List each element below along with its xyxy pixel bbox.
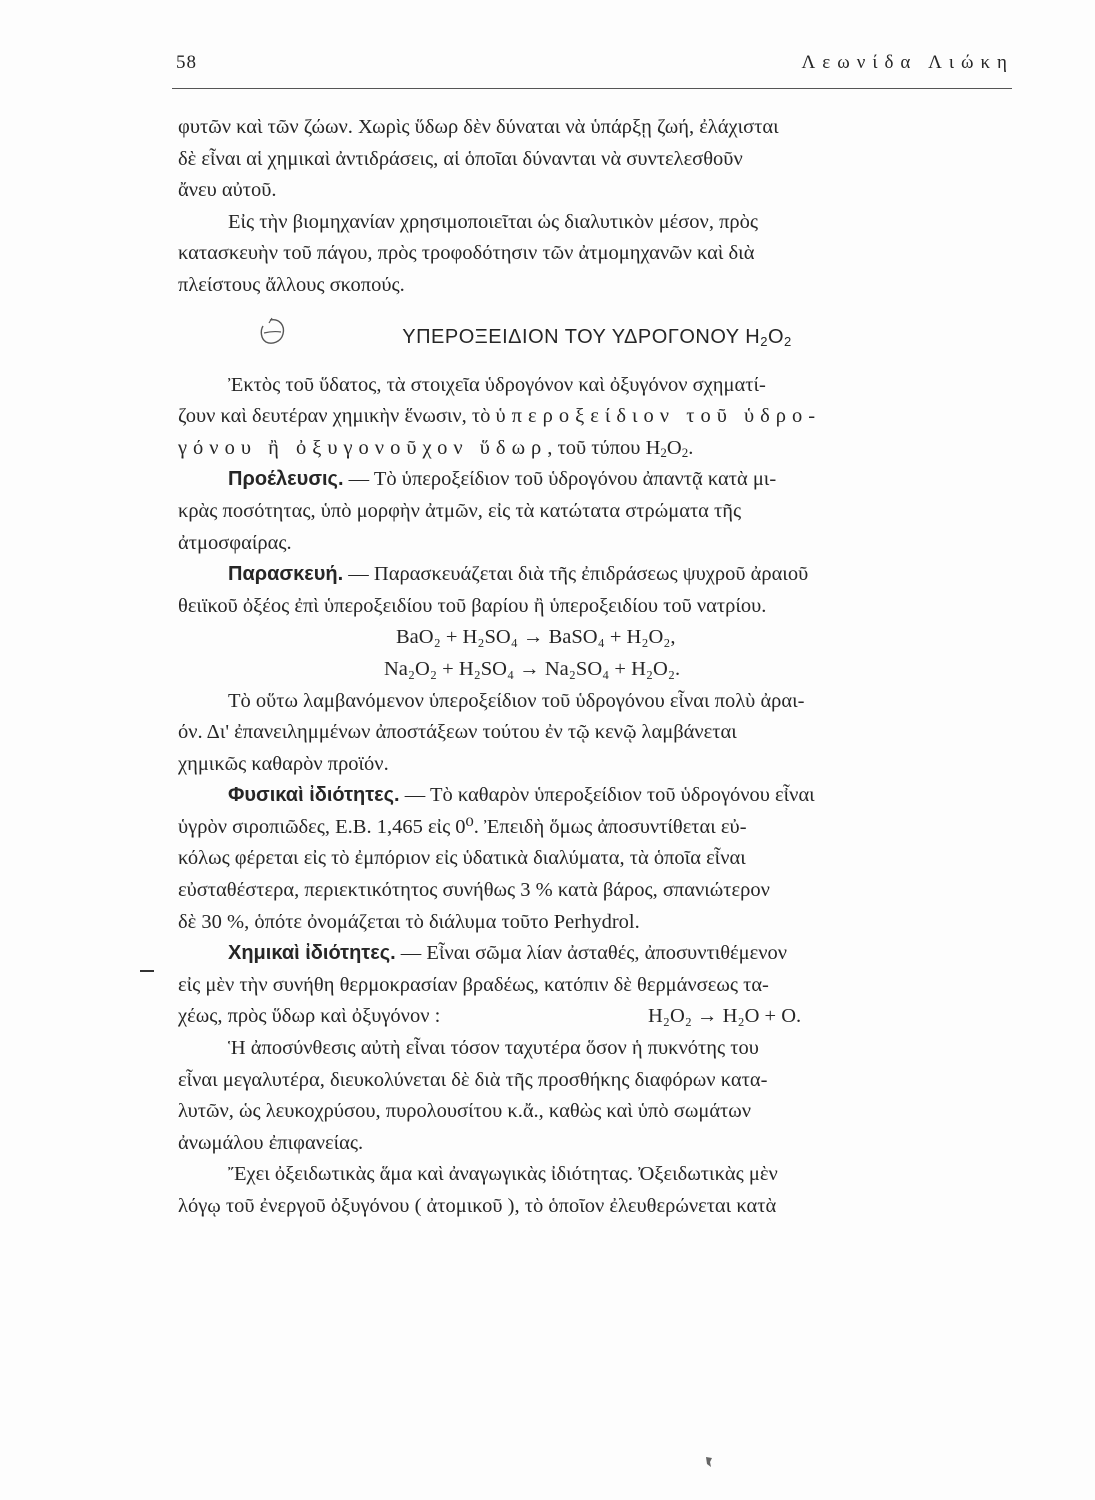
handwritten-circle-mark bbox=[258, 316, 288, 348]
body-text bbox=[178, 112, 1016, 1223]
chemical-line-4: Ἡ ἀποσύνθεσις αὐτὴ εἶναι τόσον ταχυτέρα ὅσον ἡ πυκνότης του bbox=[228, 1037, 759, 1060]
term-hydrogen-peroxide: ὑπεροξείδιον τοῦ ὑδρο- bbox=[495, 405, 822, 428]
preparation-line-5: χημικῶς καθαρὸν προϊόν. bbox=[178, 752, 389, 775]
equation-decomposition: H₂O₂ → H₂O + O. bbox=[648, 1005, 802, 1028]
preparation-line-3: Τὸ οὕτω λαμβανόμενον ὑπεροξείδιον τοῦ ὑδρογόνου εἶναι πολὺ ἀραι- bbox=[228, 689, 805, 712]
chemical-line-2: εἰς μὲν τὴν συνήθη θερμοκρασίαν βραδέως, κατόπιν δὲ θερμάνσεως τα- bbox=[178, 973, 769, 996]
section-title bbox=[178, 322, 1016, 352]
paragraph-water-line-2: δὲ εἶναι αἱ χημικαὶ ἀντιδράσεις, αἱ ὁποῖαι δύνανται νὰ συντελεσθοῦν bbox=[178, 147, 743, 170]
chemical-line-8: Ἔχει ὀξειδωτικὰς ἅμα καὶ ἀναγωγικὰς ἰδιότητας. Ὀξειδωτικὰς μὲν bbox=[228, 1163, 778, 1186]
physical-line-5: δὲ 30 %, ὁπότε ὀνομάζεται τὸ διάλυμα τοῦτο Perhydrol. bbox=[178, 910, 640, 933]
chemical-line-3: χέως, πρὸς ὕδωρ καὶ ὀξυγόνον : H₂O₂ → H₂O + O. bbox=[178, 1001, 1016, 1033]
physical-line-1: Φυσικαὶ ἰδιότητες. — Τὸ καθαρὸν ὑπεροξείδιον τοῦ ὑδρογόνου εἶναι bbox=[228, 784, 815, 807]
origin-heading: Προέλευσις. bbox=[228, 468, 344, 491]
paragraph-water-line-1: φυτῶν καὶ τῶν ζώων. Χωρὶς ὕδωρ δὲν δύναται νὰ ὑπάρξῃ ζωή, ἐλάχισται bbox=[178, 116, 779, 138]
origin-line-3: ἀτμοσφαίρας. bbox=[178, 531, 292, 554]
preparation-line-1: Παρασκευή. — Παρασκευάζεται διὰ τῆς ἐπιδράσεως ψυχροῦ ἀραιοῦ bbox=[228, 563, 809, 586]
chemical-heading: Χημικαὶ ἰδιότητες. bbox=[228, 942, 396, 965]
intro-line-1: Ἐκτὸς τοῦ ὕδατος, τὰ στοιχεῖα ὑδρογόνον καὶ ὀξυγόνον σχηματί- bbox=[228, 373, 766, 396]
term-oxygenated-water: γόνου ἢ ὀξυγονοῦχον ὕδωρ bbox=[178, 436, 548, 459]
preparation-heading: Παρασκευή. bbox=[228, 563, 344, 586]
equation-sodium: Na₂O₂ + H₂SO₄ → Na₂SO₄ + H₂O₂. bbox=[384, 657, 681, 680]
preparation-line-4: όν. Δι' ἐπανειλημμένων ἀποστάξεων τούτου ἐν τῷ κενῷ λαμβάνεται bbox=[178, 721, 737, 744]
chemical-line-1: Χημικαὶ ἰδιότητες. — Εἶναι σῶμα λίαν ἀσταθές, ἀποσυντιθέμενον bbox=[228, 942, 788, 965]
page-number: 58 bbox=[176, 52, 197, 73]
paragraph-water-line-3: ἄνευ αὐτοῦ. bbox=[178, 179, 277, 202]
ink-speck bbox=[704, 1456, 714, 1468]
intro-line-2: ζουν καὶ δευτέραν χημικὴν ἕνωσιν, τὸ ὑπεροξείδιον τοῦ ὑδρο- bbox=[178, 405, 822, 428]
equation-barium: BaO₂ + H₂SO₄ → BaSO₄ + H₂O₂, bbox=[396, 626, 676, 649]
section-title-formula: $H_2O_2$ bbox=[745, 325, 792, 349]
margin-dash-mark bbox=[140, 970, 154, 972]
paragraph-industry-line-1: Εἰς τὴν βιομηχανίαν χρησιμοποιεῖται ὡς διαλυτικὸν μέσον, πρὸς bbox=[228, 210, 759, 233]
chemical-line-5: εἶναι μεγαλυτέρα, διευκολύνεται δὲ διὰ τῆς προσθήκης διαφόρων κατα- bbox=[178, 1068, 768, 1091]
physical-line-3: κόλως φέρεται εἰς τὸ ἐμπόριον εἰς ὑδατικὰ διαλύματα, τὰ ὁποῖα εἶναι bbox=[178, 847, 746, 870]
chemical-line-9: λόγῳ τοῦ ἐνεργοῦ ὀξυγόνου ( ἀτομικοῦ ), τὸ ὁποῖον ἐλευθερώνεται κατὰ bbox=[178, 1195, 777, 1217]
paragraph-industry-line-2: κατασκευὴν τοῦ πάγου, πρὸς τροφοδότησιν τῶν ἀτμομηχανῶν καὶ διὰ bbox=[178, 242, 755, 265]
physical-line-4: εὐσταθέστερα, περιεκτικότητος συνήθως 3 % κατὰ βάρος, σπανιώτερον bbox=[178, 879, 770, 902]
page-header bbox=[176, 44, 1014, 84]
preparation-line-2: θειϊκοῦ ὀξέος ἐπὶ ὑπεροξειδίου τοῦ βαρίου ἢ ὑπεροξειδίου τοῦ νατρίου. bbox=[178, 594, 767, 617]
physical-heading: Φυσικαὶ ἰδιότητες. bbox=[228, 784, 400, 807]
origin-line-1: Προέλευσις. — Τὸ ὑπεροξείδιον τοῦ ὑδρογόνου ἀπαντᾷ κατὰ μι- bbox=[228, 468, 777, 491]
physical-line-2: ὑγρὸν σιροπιῶδες, Ε.Β. 1,465 εἰς 0⁰. Ἐπειδὴ ὅμως ἀποσυντίθεται εὐ- bbox=[178, 815, 747, 838]
header-rule bbox=[172, 88, 1012, 89]
origin-line-2: κρὰς ποσότητας, ὑπὸ μορφὴν ἀτμῶν, εἰς τὰ κατώτατα στρώματα τῆς bbox=[178, 499, 742, 522]
paragraph-industry-line-3: πλείστους ἄλλους σκοπούς. bbox=[178, 273, 405, 296]
running-head: Λεωνίδα Λιώκη bbox=[801, 52, 1014, 73]
section-title-text: ΥΠΕΡΟΞΕΙΔΙΟΝ ΤΟΥ ΥΔΡΟΓΟΝΟΥ bbox=[402, 325, 740, 348]
chemical-line-6: λυτῶν, ὡς λευκοχρύσου, πυρολουσίτου κ.ἄ., καθὼς καὶ ὑπὸ σωμάτων bbox=[178, 1100, 752, 1123]
intro-line-3: γόνου ἢ ὀξυγονοῦχον ὕδωρ, τοῦ τύπου $H_2O_2$. bbox=[178, 436, 694, 460]
chemical-line-7: ἀνωμάλου ἐπιφανείας. bbox=[178, 1131, 364, 1154]
